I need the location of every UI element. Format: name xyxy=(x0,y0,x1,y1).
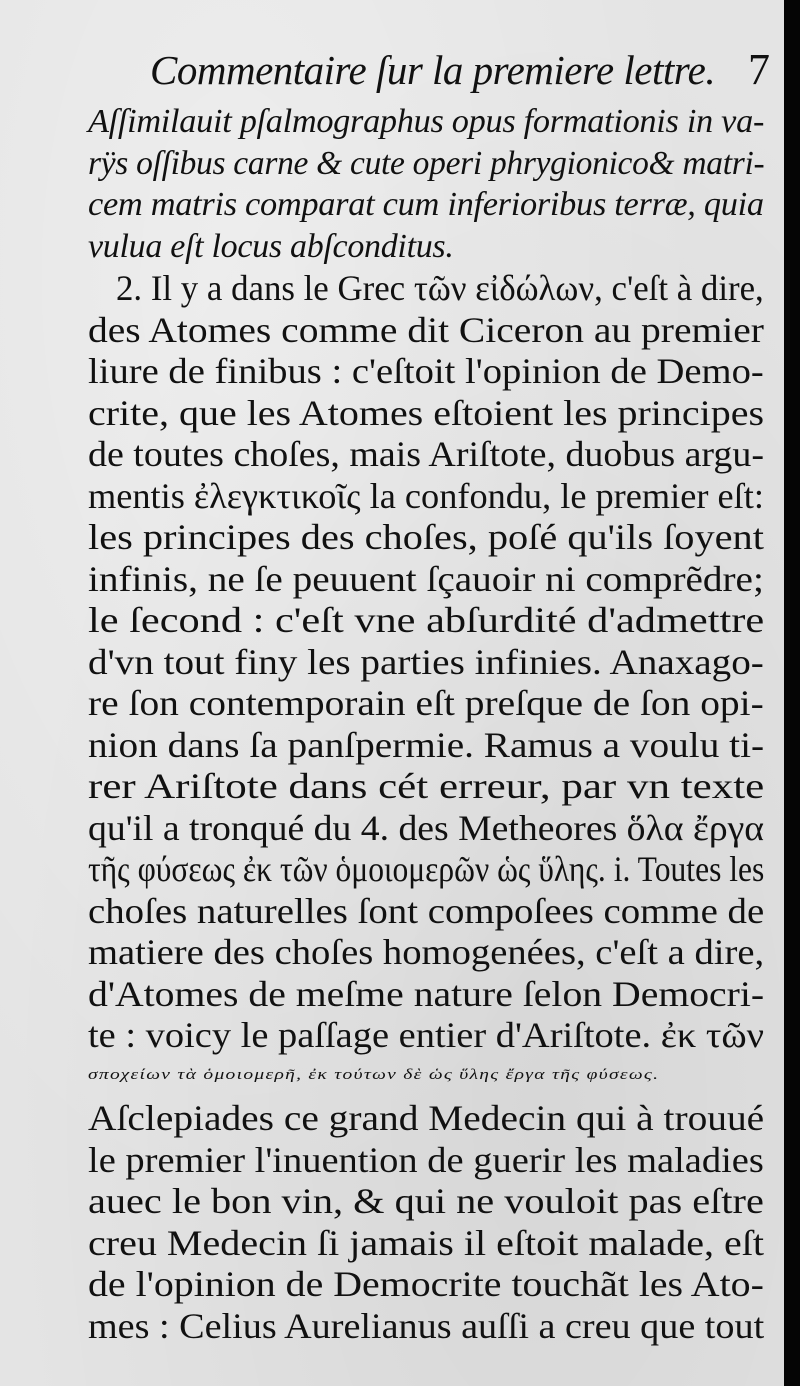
text-line: d'Atomes de meſme nature ſelon Democri- xyxy=(88,973,765,1014)
text-line: le premier l'inuention de guerir les maladies xyxy=(88,1139,764,1180)
text-line: vulua eſt locus abſconditus. xyxy=(88,227,454,265)
text-line: rer Ariſtote dans cét erreur, par vn texte xyxy=(88,766,765,806)
text-line: auec le bon vin, & qui ne vouloit pas eſtre xyxy=(88,1181,764,1221)
text-line: cem matris comparat cum inferioribus terræ, quia xyxy=(88,186,764,223)
text-line: re ſon contemporain eſt preſque de ſon opi- xyxy=(88,683,764,723)
text-line: creu Medecin ſi jamais il eſtoit malade, eſt xyxy=(88,1222,765,1263)
text-line: Aſſimilauit pſalmographus opus formationis in va- xyxy=(88,103,765,140)
page-number: 7 xyxy=(748,45,770,94)
text-line: qu'il a tronqué du 4. des Metheores ὅλα ἔργα xyxy=(88,807,765,848)
text-line: mentis ἐλεγκτικοῖς la confondu, le premier eſt: xyxy=(88,475,764,516)
text-line: le ſecond : c'eſt vne abſurdité d'admettre xyxy=(88,600,765,640)
text-line: choſes naturelles ſont compoſees comme de xyxy=(88,890,765,931)
text-line: Aſclepiades ce grand Medecin qui à trouué xyxy=(88,1098,765,1138)
text-line: infinis, ne ſe peuuent ſçauoir ni comprẽdre; xyxy=(88,558,764,599)
text-line: σποχείων τὰ ὁμοιομερῆ, ἐκ τούτων δὲ ὡς ὕλης ἔργα τῆς φύσεως. xyxy=(88,1066,660,1083)
text-line: matiere des choſes homogenées, c'eſt a dire, xyxy=(88,932,765,972)
text-line: les principes des choſes, poſé qu'ils ſoyent xyxy=(88,517,764,557)
text-line: nion dans ſa panſpermie. Ramus a voulu ti- xyxy=(88,724,765,765)
text-line: de l'opinion de Democrite touchãt les Ato- xyxy=(88,1264,764,1304)
text-line: des Atomes comme dit Ciceron au premier xyxy=(88,309,764,350)
text-line: te : voicy le paſſage entier d'Ariſtote. ἐκ τῶν xyxy=(88,1015,765,1055)
text-line: 2. Il y a dans le Grec τῶν εἰδώλων, c'eſt à dire, xyxy=(116,268,764,308)
running-title: Commentaire ſur la premiere lettre. xyxy=(150,47,716,93)
text-line: crite, que les Atomes eſtoient les principes xyxy=(88,392,765,433)
scan-edge-shadow xyxy=(784,0,800,1386)
running-header xyxy=(150,40,770,100)
text-line: τῆς φύσεως ἐκ τῶν ὁμοιομερῶν ὡς ὕλης. i. Toutes les xyxy=(88,849,765,889)
text-line: rÿs oſſibus carne & cute operi phrygionico& matri- xyxy=(88,144,765,182)
text-line: liure de finibus : c'eſtoit l'opinion de Demo- xyxy=(88,351,764,391)
text-line: de toutes choſes, mais Ariſtote, duobus argu- xyxy=(88,434,764,474)
text-line: d'vn tout finy les parties infinies. Anaxago- xyxy=(88,641,764,682)
text-line: mes : Celius Aurelianus auſſi a creu que tout xyxy=(88,1305,765,1346)
